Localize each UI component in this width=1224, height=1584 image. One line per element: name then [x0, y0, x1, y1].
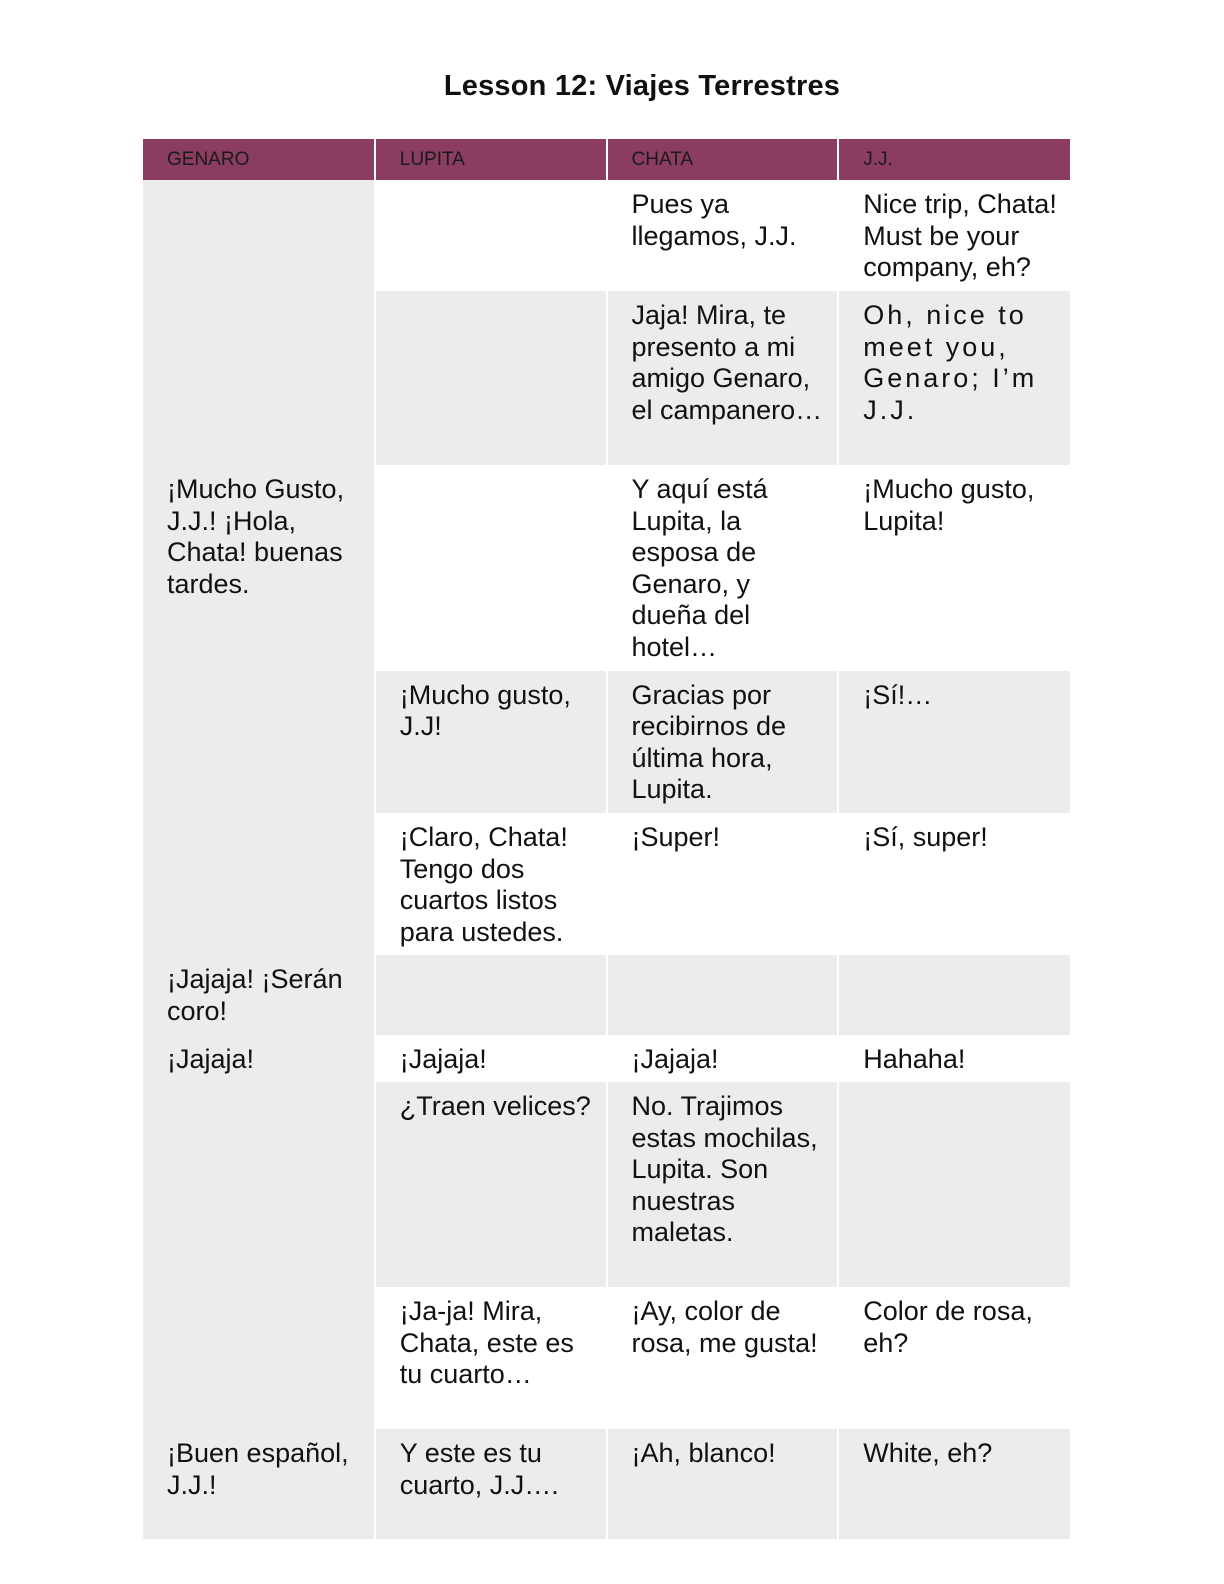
table-row: [143, 465, 1070, 671]
header-lupita: LUPITA: [375, 139, 607, 180]
cell-genaro: [143, 671, 375, 813]
page-title: Lesson 12: Viajes Terrestres: [443, 70, 841, 102]
cell-genaro: ¡Jajaja! ¡Serán coro!: [143, 955, 375, 1034]
cell-jj: [838, 955, 1070, 1034]
cell-chata: Pues ya llegamos, J.J.: [607, 180, 839, 291]
cell-jj: ¡Sí!…: [838, 671, 1070, 813]
cell-chata: ¡Ah, blanco!: [607, 1429, 839, 1539]
cell-lupita: ¡Ja-ja! Mira, Chata, este es tu cuarto…: [375, 1287, 607, 1429]
cell-genaro: [143, 180, 375, 291]
cell-chata: Jaja! Mira, te presento a mi amigo Genaro, el campanero…: [607, 291, 839, 465]
cell-genaro: [143, 1287, 375, 1429]
cell-lupita: [375, 180, 607, 291]
cell-genaro: ¡Mucho Gusto, J.J.! ¡Hola, Chata! buenas tardes.: [143, 465, 375, 671]
cell-lupita: ¡Mucho gusto, J.J!: [375, 671, 607, 813]
cell-genaro: ¡Buen español, J.J.!: [143, 1429, 375, 1539]
cell-chata: ¡Jajaja!: [607, 1035, 839, 1083]
cell-lupita: [375, 291, 607, 465]
table-row: [143, 813, 1070, 955]
table-row: [143, 180, 1070, 291]
table-row: [143, 1429, 1070, 1539]
cell-jj: White, eh?: [838, 1429, 1070, 1539]
cell-chata: [607, 955, 839, 1034]
header-genaro: GENARO: [143, 139, 375, 180]
cell-lupita: [375, 465, 607, 671]
cell-chata: Gracias por recibirnos de última hora, Lupita.: [607, 671, 839, 813]
header-row: [143, 139, 1070, 180]
cell-genaro: [143, 1082, 375, 1287]
table-row: [143, 1035, 1070, 1083]
cell-jj: Nice trip, Chata! Must be your company, eh?: [838, 180, 1070, 291]
cell-jj: Oh, nice to meet you, Genaro; I’m J.J.: [838, 291, 1070, 465]
cell-genaro: [143, 291, 375, 465]
dialogue-table: [143, 139, 1070, 1539]
cell-lupita: Y este es tu cuarto, J.J….: [375, 1429, 607, 1539]
cell-chata: ¡Ay, color de rosa, me gusta!: [607, 1287, 839, 1429]
cell-jj: Color de rosa, eh?: [838, 1287, 1070, 1429]
table-row: [143, 955, 1070, 1034]
cell-lupita: ¡Jajaja!: [375, 1035, 607, 1083]
table-row: [143, 291, 1070, 465]
table-row: [143, 1287, 1070, 1429]
cell-lupita: [375, 955, 607, 1034]
cell-jj: ¡Mucho gusto, Lupita!: [838, 465, 1070, 671]
cell-genaro: ¡Jajaja!: [143, 1035, 375, 1083]
cell-chata: ¡Super!: [607, 813, 839, 955]
header-jj: J.J.: [838, 139, 1070, 180]
cell-lupita: ¿Traen velices?: [375, 1082, 607, 1287]
table-row: [143, 671, 1070, 813]
cell-chata: Y aquí está Lupita, la esposa de Genaro, y dueña del hotel…: [607, 465, 839, 671]
cell-genaro: [143, 813, 375, 955]
cell-jj: ¡Sí, super!: [838, 813, 1070, 955]
table-row: [143, 1082, 1070, 1287]
cell-lupita: ¡Claro, Chata! Tengo dos cuartos listos para ustedes.: [375, 813, 607, 955]
cell-chata: No. Trajimos estas mochilas, Lupita. Son nuestras maletas.: [607, 1082, 839, 1287]
header-chata: CHATA: [607, 139, 839, 180]
cell-jj: [838, 1082, 1070, 1287]
cell-jj: Hahaha!: [838, 1035, 1070, 1083]
